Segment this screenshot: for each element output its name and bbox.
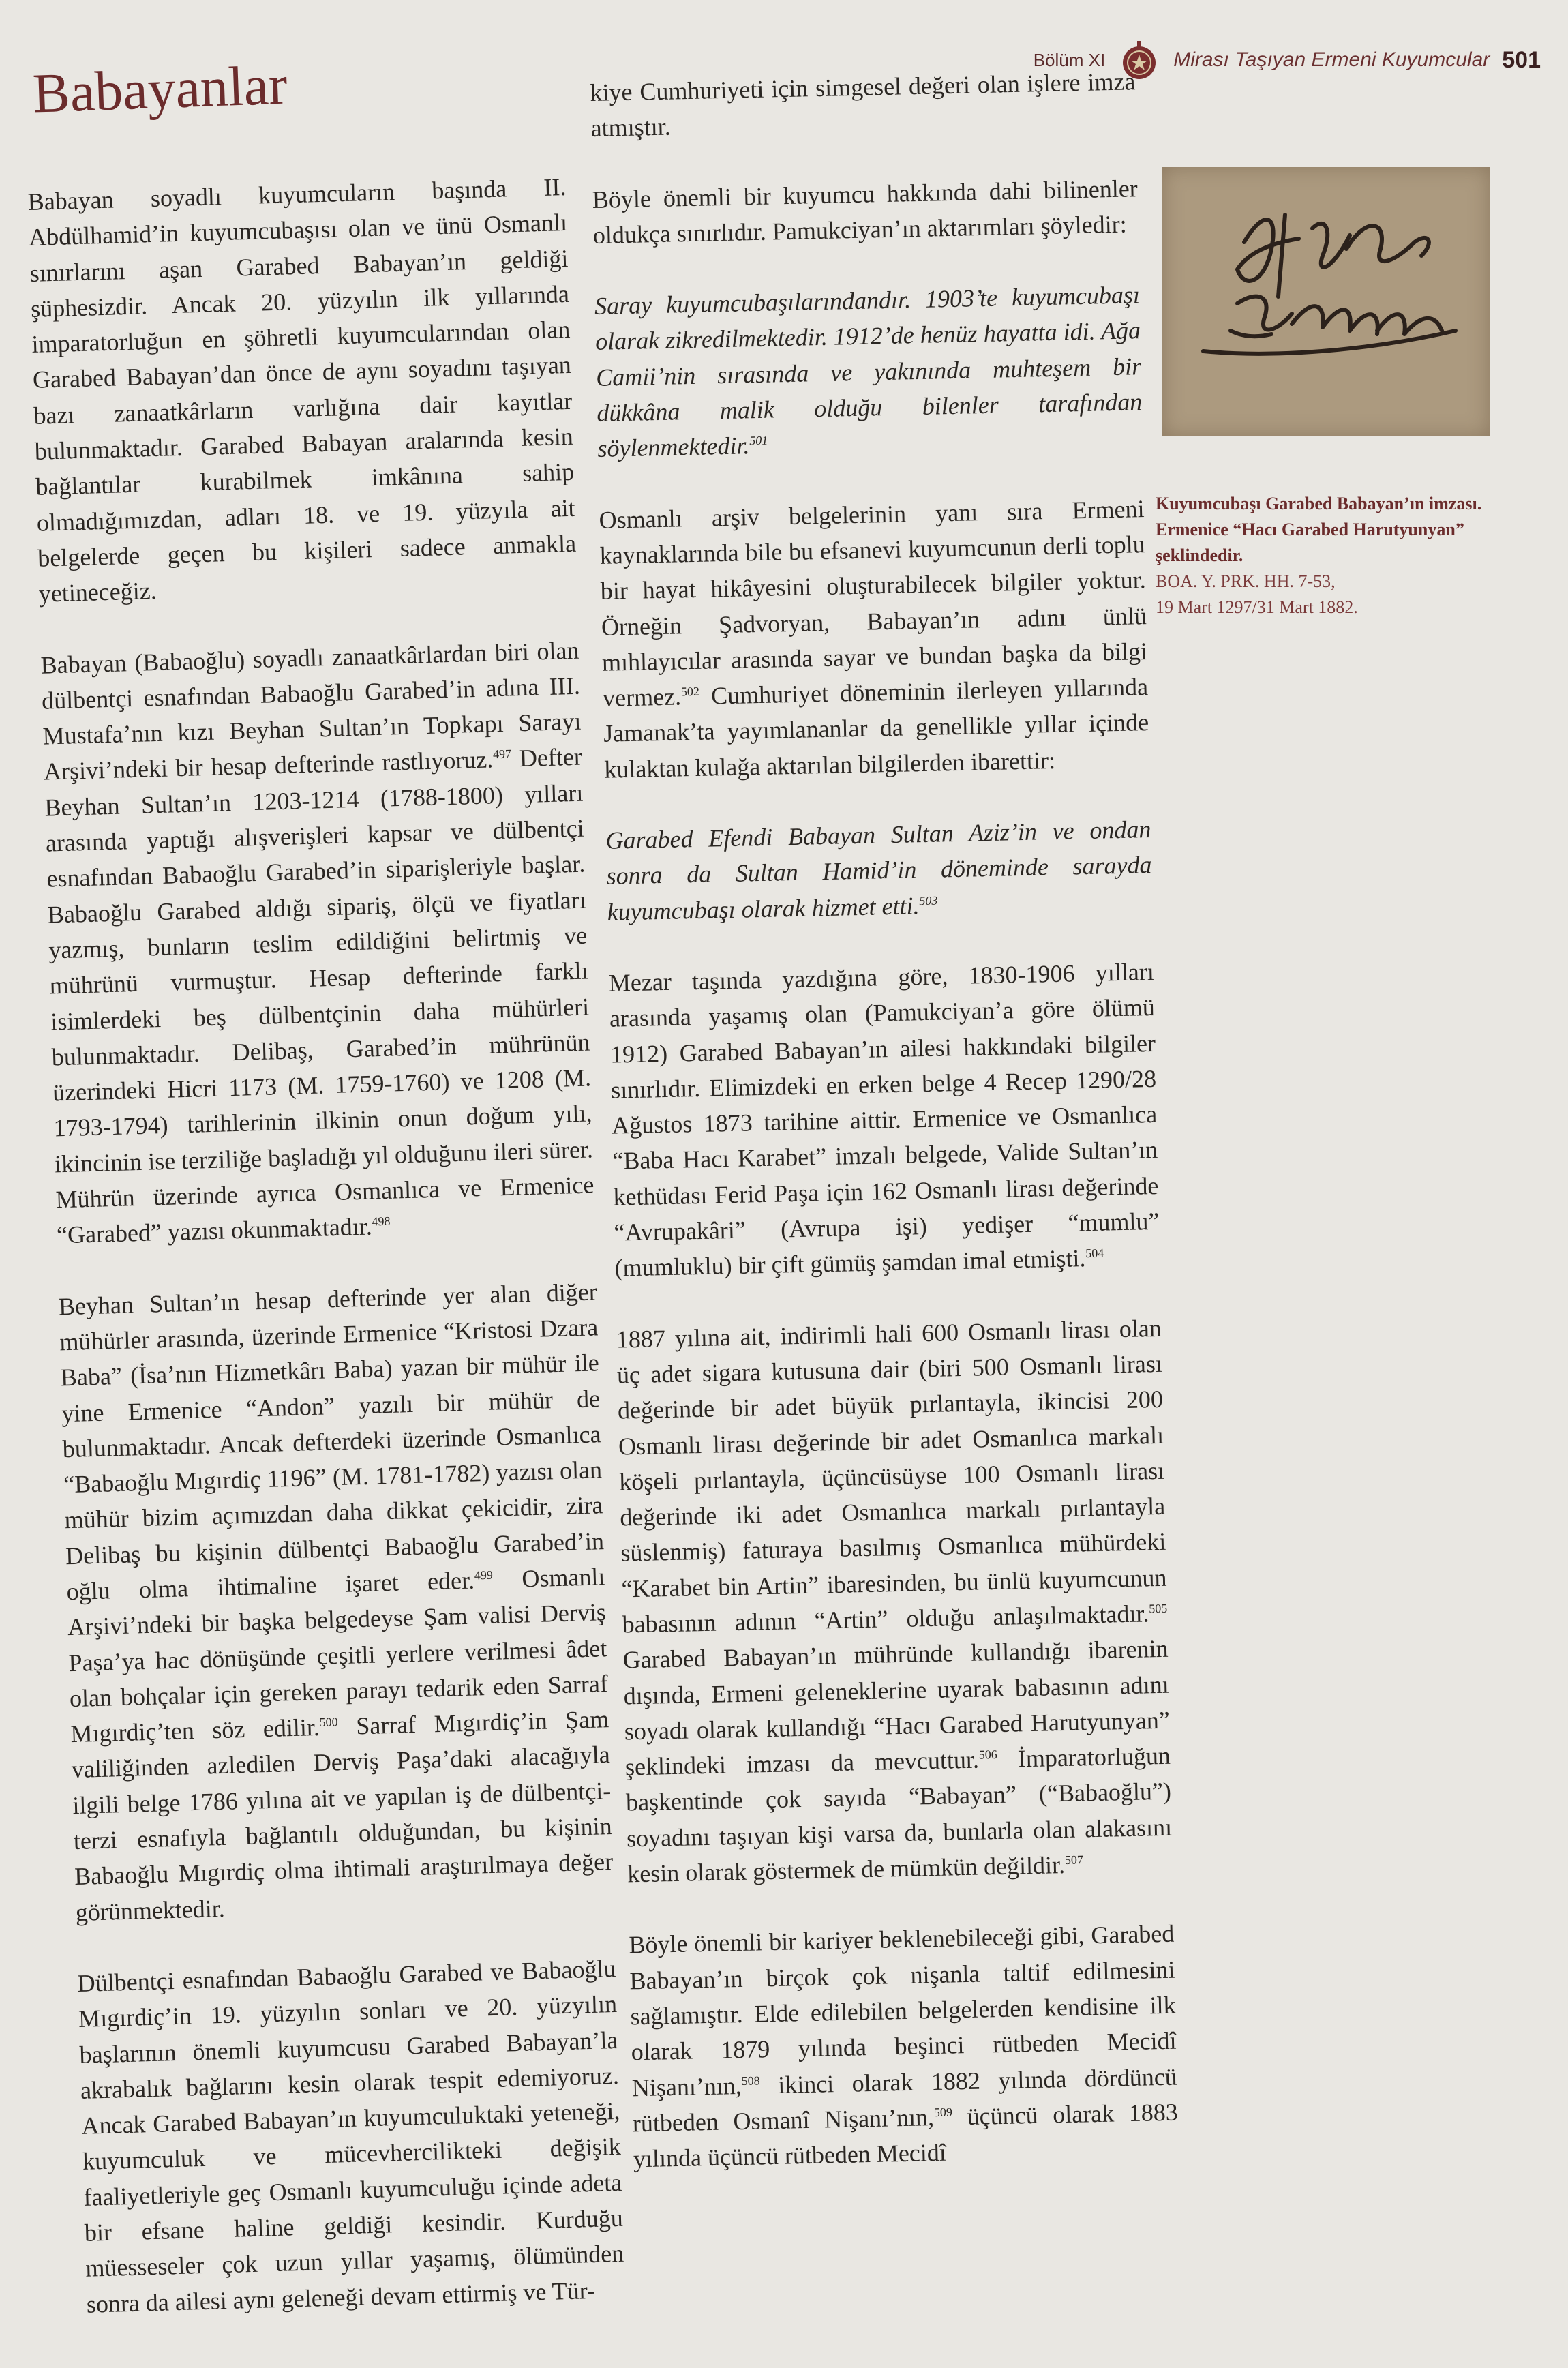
text-column-right (590, 63, 1179, 2213)
paragraph: Babayan soyadlı kuyumcuların başında II. Abdülhamid’in kuyumcubaşısı olan ve ünü Osmanlı sınırlarını aşan Garabed Babayan’ın geldiği şüphesizdir. Ancak 20. yüzyılın ilk yıllarında imparatorluğun en şöhretli kuyumcularından olan Garabed Babayan’dan önce de aynı soyadını taşıyan bazı zanaatkârların varlığına dair kayıtlar bulunmaktadır. Garabed Babayan aralarında kesin bağlantılar kurabilmek imkânına sahip olmadığımızdan, adları 18. ve 19. yüzyıla ait belgelerde geçen bu kişileri sadece anmakla yetineceğiz. (27, 173, 577, 608)
footnote-ref: 507 (1064, 1853, 1084, 1868)
running-header-title: Mirası Taşıyan Ermeni Kuyumcular (1173, 48, 1490, 71)
page-number: 501 (1502, 46, 1541, 73)
quote-paragraph: Garabed Efendi Babayan Sultan Aziz’in ve ondan sonra da Sultan Hamid’in döneminde sarayda kuyumcubaşı olarak hizmet etti.$^{503}$ (605, 815, 1152, 926)
footnote-ref: 508 (741, 2073, 760, 2088)
footnote-ref: 509 (933, 2105, 953, 2119)
paragraph: Beyhan Sultan’ın hesap defterinde yer alan diğer mühürler arasında, üzerinde Ermenice “Kristosi Dzara Baba” (İsa’nın Hizmetkârı Baba) yazan bir mühür ile yine Ermenice “Andon” yazılı bir mühür de bulunmaktadır. Ancak defterdeki üzerinde Osmanlıca “Babaoğlu Mıgırdiç 1196” (M. 1781-1782) yazısı olan mühür bizim açımızdan daha dikkat çekicidir, zira Delibaş bu kişinin dülbentçi Babaoğlu Garabed’in oğlu olma ihtimaline işaret eder.$^{499}$ Osmanlı Arşivi’ndeki bir başka belgedeyse Şam valisi Derviş Paşa’ya hac dönüşünde çeşitli yerlere verilmesi âdet olan bohçalar için gereken parayı tedarik eden Sarraf Mıgırdiç’ten söz edilir.$^{500}$ Sarraf Mıgırdiç’in Şam valiliğinden azledilen Derviş Paşa’daki alacağıyla ilgili belge 1786 yılına ait ve yapılan iş de dülbentçi-terzi esnafıyla bağlantılı olduğundan, bu kişinin Babaoğlu Mıgırdiç olma ihtimali araştırılmaya değer görünmektedir. (58, 1277, 614, 1926)
footnote-ref: 498 (372, 1214, 391, 1229)
paragraph: Babayan (Babaoğlu) soyadlı zanaatkârlardan biri olan dülbentçi esnafından Babaoğlu Garabed’in adına III. Mustafa’nın kızı Beyhan Sultan’ın Topkapı Sarayı Arşivi’ndeki bir hesap defterinde rastlıyoruz.$^{497}$ Defter Beyhan Sultan’ın 1203-1214 (1788-1800) yılları arasında yaptığı alışverişleri kapsar ve dülbentçi esnafından Babaoğlu Garabed’in siparişleriyle başlar. Babaoğlu Garabed aldığı sipariş, ölçü ve fiyatları yazmış, bunların teslim edildiğini belirtmiş ve mührünü vurmuştur. Hesap defterinde farklı isimlerdeki beş dülbentçinin daha mühürleri bulunmaktadır. Delibaş, Garabed’in mührünün üzerindeki Hicri 1173 (M. 1759-1760) ve 1208 (M. 1793-1794) tarihlerinin ilkinin onun doğum yılı, ikincinin ise terziliğe başladığı yıl olduğunu ileri sürer. Mührün üzerinde ayrıca Osmanlıca ve Ermenice “Garabed” yazısı okunmaktadır.$^{498}$ (40, 636, 594, 1249)
footnote-ref: 506 (978, 1748, 997, 1762)
handwritten-signature (1162, 167, 1490, 436)
paragraph: Böyle önemli bir kuyumcu hakkında dahi bilinenler oldukça sınırlıdır. Pamukciyan’ın aktarımları şöyledir: (592, 174, 1139, 249)
paragraph: Böyle önemli bir kariyer beklenebileceği gibi, Garabed Babayan’ın birçok çok nişanla taltif edilmesini sağlamıştır. Elde edilebilen belgelerden kendisine ilk olarak 1879 yılında beşinci rütbeden Mecidî Nişanı’nın,$^{508}$ ikinci olarak 1882 yılında dördüncü rütbeden Osmanî Nişanı’nın,$^{509}$ üçüncü olarak 1883 yılında üçüncü rütbeden Mecidî (629, 1920, 1179, 2173)
text-column-left (27, 169, 627, 2358)
chapter-label: Bölüm XI (1033, 49, 1106, 70)
section-title: Babayanlar (31, 53, 288, 125)
paragraph: Mezar taşında yazdığına göre, 1830-1906 yılları arasında yaşamış olan (Pamukciyan’a göre ölümü 1912) Garabed Babayan’ın ailesi hakkındaki bilgiler sınırlıdır. Elimizdeki en erken belge 4 Recep 1290/28 Ağustos 1873 tarihine aittir. Ermenice ve Osmanlıca “Baba Hacı Karabet” imzalı belgede, Valide Sultan’ın kethüdası Ferid Paşa için 162 Osmanlı lirası değerinde “Avrupakâri” (Avrupa işi) yedişer “mumlu” (mumluklu) bir çift gümüş şamdan imal etmişti.$^{504}$ (608, 957, 1160, 1282)
paragraph: Osmanlı arşiv belgelerinin yanı sıra Ermeni kaynaklarında bile bu efsanevi kuyumcunun derli toplu bir hayat hikâyesini oluşturabilecek bilgiler yoktur. Örneğin Şadvoryan, Babayan’ın adını ünlü mıhlayıcılar arasında sayar ve bundan başka da bilgi vermez.$^{502}$ Cumhuriyet döneminin ilerleyen yıllarında Jamanak’ta yayımlananlar da genellikle yıllar içinde kulaktan kulağa aktarılan bilgilerden ibarettir: (599, 494, 1149, 783)
footnote-ref: 504 (1085, 1246, 1104, 1261)
caption-text: Kuyumcubaşı Garabed Babayan’ın imzası. Ermenice “Hacı Garabed Harutyunyan” şeklindedir. (1156, 494, 1482, 565)
footnote-ref: 497 (492, 747, 512, 762)
footnote-ref: 502 (680, 684, 700, 699)
figure-caption (1156, 491, 1510, 620)
footnote-ref: 501 (749, 434, 768, 448)
footnote-ref: 505 (1149, 1601, 1168, 1616)
signature-image (1162, 167, 1490, 436)
footnote-ref: 503 (919, 893, 938, 908)
paragraph: kiye Cumhuriyeti için simgesel değeri olan işlere imza atmıştır. (590, 68, 1136, 143)
caption-source: BOA. Y. PRK. HH. 7-53, (1156, 571, 1336, 591)
paragraph: 1887 yılına ait, indirimli hali 600 Osmanlı lirası olan üç adet sigara kutusuna dair (biri 500 Osmanlı lirası değerinde bir adet büyük pırlantayla, ikincisi 200 Osmanlı lirası değerinde bir adet Osmanlıca markalı köşeli pırlantayla, üçüncüsüyse 100 Osmanlı lirası değerinde iki adet Osmanlıca markalı pırlantayla süslenmiş) faturaya basılmış Osmanlıca mühürdeki “Karabet bin Artin” ibaresinden, bu ünlü kuyumcunun babasının adının “Artin” olduğu anlaşılmaktadır.$^{505}$ Garabed Babayan’ın mühründe kullandığı ibarenin dışında, Ermeni geleneklerine uyarak babasının adını soyadı olarak kullandığı “Hacı Garabed Harutyunyan” şeklindeki imzası da mevcuttur.$^{506}$ İmparatorluğun başkentinde çok sayıda “Babayan” (“Babaoğlu”) soyadını taşıyan kişi varsa da, bunlarla olan alakasını kesin olarak göstermek de mümkün değildir.$^{507}$ (616, 1314, 1173, 1888)
paragraph: Dülbentçi esnafından Babaoğlu Garabed ve Babaoğlu Mıgırdiç’in 19. yüzyılın sonları ve 20. yüzyılın başlarının önemli kuyumcusu Garabed Babayan’la akrabalık bağlarını kesin olarak tespit edemiyoruz. Ancak Garabed Babayan’ın kuyumculuktaki yeteneği, kuyumculuk ve mücevhercilikteki değişik faaliyetleriyle geç Osmanlı kuyumculuğu içinde adeta bir efsane haline geldiği kesindir. Kurduğu müesseseler çok uzun yıllar yaşamış, ölümünden sonra da ailesi aynı geleneği devam ettirmiş ve Tür- (77, 1954, 624, 2318)
caption-date: 19 Mart 1297/31 Mart 1882. (1156, 597, 1358, 617)
footnote-ref: 500 (319, 1715, 338, 1730)
quote-paragraph: Saray kuyumcubaşılarındandır. 1903’te kuyumcubaşı olarak zikredilmektedir. 1912’de henüz hayatta idi. Ağa Camii’nin sırasında ve yakınında muhteşem bir dükkâna malik olduğu bilenler tarafından söylenmektedir.$^{501}$ (594, 281, 1143, 463)
footnote-ref: 499 (474, 1568, 494, 1583)
